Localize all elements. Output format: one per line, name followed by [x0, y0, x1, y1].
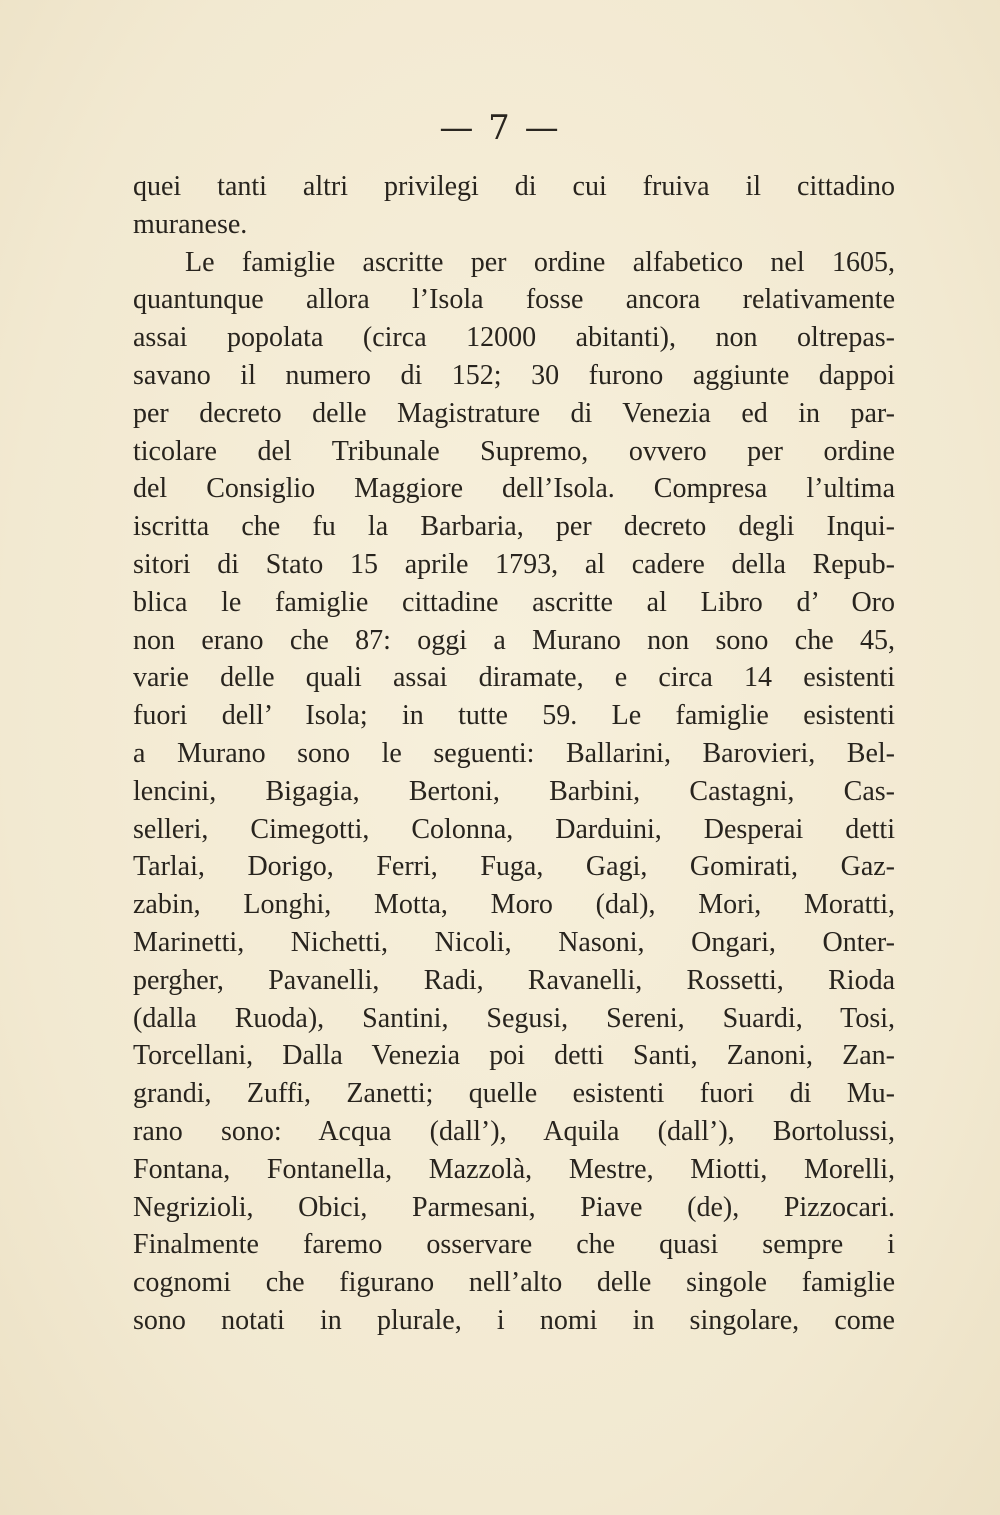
text-line: a Murano sono le seguenti: Ballarini, Barovieri, Bel-	[133, 737, 895, 769]
text-line: selleri, Cimegotti, Colonna, Darduini, Desperai detti	[133, 813, 895, 845]
text-line: Marinetti, Nichetti, Nicoli, Nasoni, Ongari, Onter-	[133, 926, 895, 958]
text-line: Fontana, Fontanella, Mazzolà, Mestre, Miotti, Morelli,	[133, 1153, 895, 1185]
text-line: Negrizioli, Obici, Parmesani, Piave (de), Pizzocari.	[133, 1191, 895, 1223]
text-line: per decreto delle Magistrature di Venezia ed in par-	[133, 397, 895, 429]
text-line: blica le famiglie cittadine ascritte al Libro d’ Oro	[133, 586, 895, 618]
body-text	[133, 168, 895, 1340]
paragraph-first-line: Finalmente faremo osservare che quasi sempre i	[133, 1229, 895, 1261]
text-line: ticolare del Tribunale Supremo, ovvero per ordine	[133, 435, 895, 467]
text-line: sitori di Stato 15 aprile 1793, al cadere della Repub-	[133, 548, 895, 580]
text-line: lencini, Bigagia, Bertoni, Barbini, Castagni, Cas-	[133, 775, 895, 807]
text-line: sono notati in plurale, i nomi in singolare, come	[133, 1304, 895, 1336]
page-number: — 7 —	[439, 108, 561, 148]
text-line: savano il numero di 152; 30 furono aggiunte dappoi	[133, 359, 895, 391]
text-line: del Consiglio Maggiore dell’Isola. Compresa l’ultima	[133, 473, 895, 505]
text-line: quei tanti altri privilegi di cui fruiva il cittadino	[133, 171, 895, 202]
text-line: assai popolata (circa 12000 abitanti), non oltrepas-	[133, 322, 895, 354]
text-line: fuori dell’ Isola; in tutte 59. Le famiglie esistenti	[133, 700, 895, 732]
text-line: (dalla Ruoda), Santini, Segusi, Sereni, Suardi, Tosi,	[133, 1002, 895, 1034]
text-line: cognomi che figurano nell’alto delle singole famiglie	[133, 1267, 895, 1299]
paragraph-first-line: Le famiglie ascritte per ordine alfabetico nel 1605,	[185, 246, 895, 278]
text-line: grandi, Zuffi, Zanetti; quelle esistenti fuori di Mu-	[133, 1078, 895, 1110]
text-line: iscritta che fu la Barbaria, per decreto degli Inqui-	[133, 511, 895, 543]
text-line: non erano che 87: oggi a Murano non sono che 45,	[133, 624, 895, 656]
text-line: Torcellani, Dalla Venezia poi detti Santi, Zanoni, Zan-	[133, 1040, 895, 1072]
text-line: varie delle quali assai diramate, e circa 14 esistenti	[133, 662, 895, 694]
text-line: rano sono: Acqua (dall’), Aquila (dall’), Bortolussi,	[133, 1115, 895, 1147]
text-line: muranese.	[133, 208, 248, 240]
text-line: quantunque allora l’Isola fosse ancora relativamente	[133, 284, 895, 316]
text-line: Tarlai, Dorigo, Ferri, Fuga, Gagi, Gomirati, Gaz-	[133, 851, 895, 883]
text-line: pergher, Pavanelli, Radi, Ravanelli, Rossetti, Rioda	[133, 964, 895, 996]
text-line: zabin, Longhi, Motta, Moro (dal), Mori, Moratti,	[133, 889, 895, 921]
